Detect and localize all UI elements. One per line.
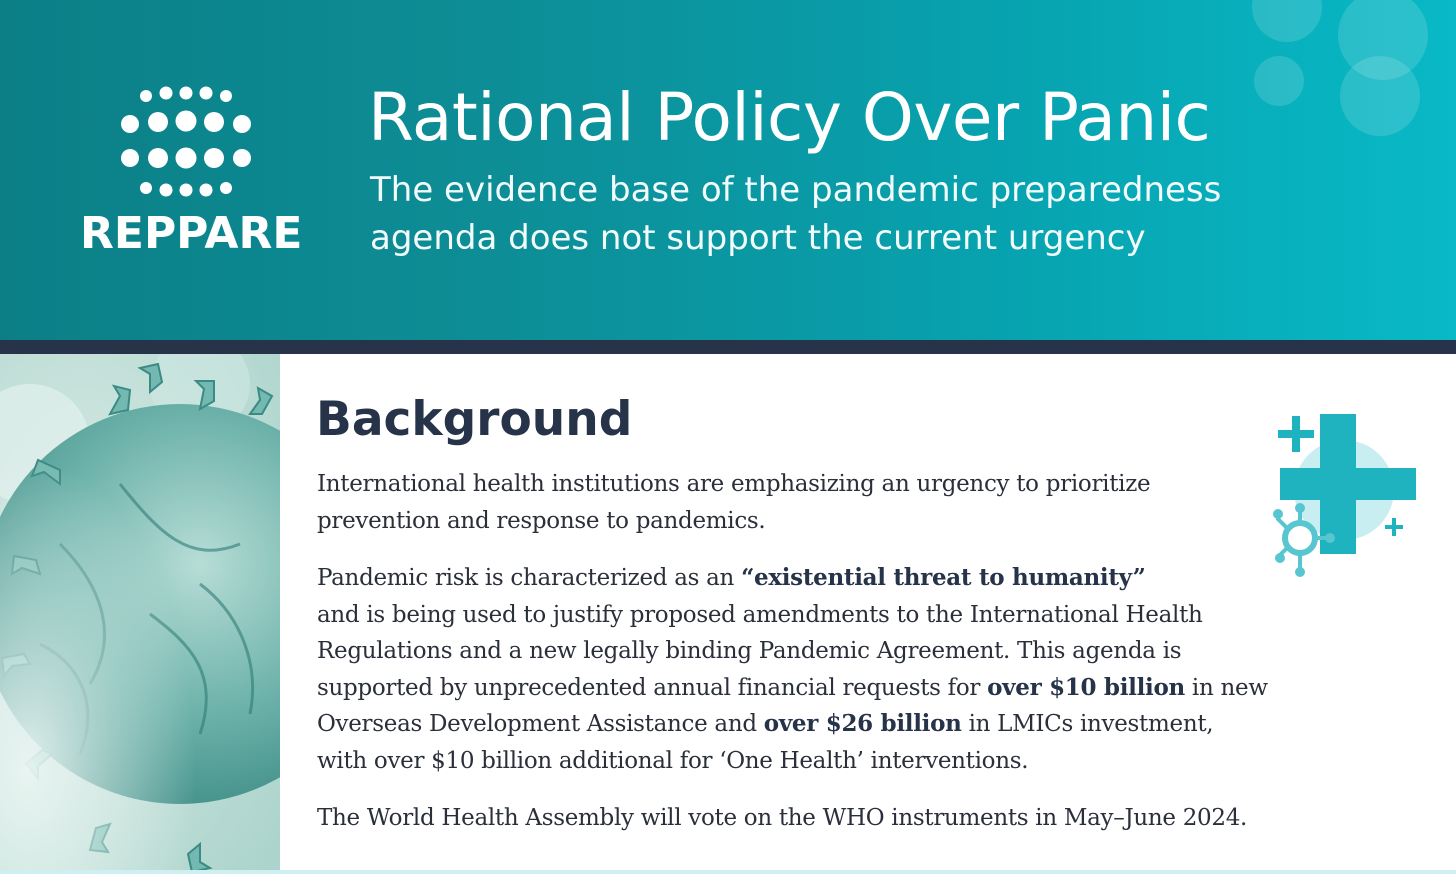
bottom-border [0, 870, 1456, 874]
text: Overseas Development Assistance and [317, 711, 764, 737]
virus-illustration [0, 354, 280, 874]
header-banner [0, 0, 1456, 340]
decorative-bubble [1252, 0, 1322, 42]
emphasis-text: “existential threat to humanity” [741, 564, 1146, 591]
paragraph: The World Health Assembly will vote on the WHO instruments in May–June 2024. [317, 805, 1248, 831]
emphasis-text: over $10 billion [987, 673, 1185, 701]
page-title: Rational Policy Over Panic [368, 79, 1211, 156]
paragraph-line: prevention and response to pandemics. [317, 507, 766, 534]
text: supported by unprecedented annual financial requests for [317, 674, 988, 701]
paragraph-line [317, 560, 1337, 597]
reppare-logo [80, 84, 303, 264]
section-heading: Background [316, 392, 633, 447]
text: in LMICs investment, [961, 711, 1214, 737]
reppare-dots-icon [80, 84, 292, 204]
subtitle-line: The evidence base of the pandemic preparedness [370, 170, 1222, 210]
header-divider [0, 340, 1456, 354]
emphasis-text: over $26 billion [763, 710, 962, 737]
paragraph [317, 560, 1337, 779]
subtitle-line: agenda does not support the current urgency [370, 218, 1146, 258]
paragraph-line: International health institutions are emphasizing an urgency to prioritize [317, 471, 1151, 497]
paragraph-line [317, 706, 1337, 743]
decorative-bubble [1340, 56, 1420, 136]
coronavirus-icon [0, 354, 280, 874]
logo-text: REPPARE [80, 208, 303, 259]
medical-cross-icon [1272, 408, 1422, 588]
paragraph-line: with over $10 billion additional for ‘One Health’ interventions. [317, 747, 1029, 774]
text: Pandemic risk is characterized as an [317, 565, 742, 591]
decorative-bubble [1254, 56, 1304, 106]
text: in new [1184, 674, 1268, 701]
paragraph-line [317, 670, 1337, 707]
page-subtitle [370, 166, 1350, 262]
paragraph-line: and is being used to justify proposed amendments to the International Health [317, 601, 1203, 628]
paragraph [317, 466, 1237, 539]
paragraph-line: Regulations and a new legally binding Pandemic Agreement. This agenda is [317, 638, 1182, 664]
